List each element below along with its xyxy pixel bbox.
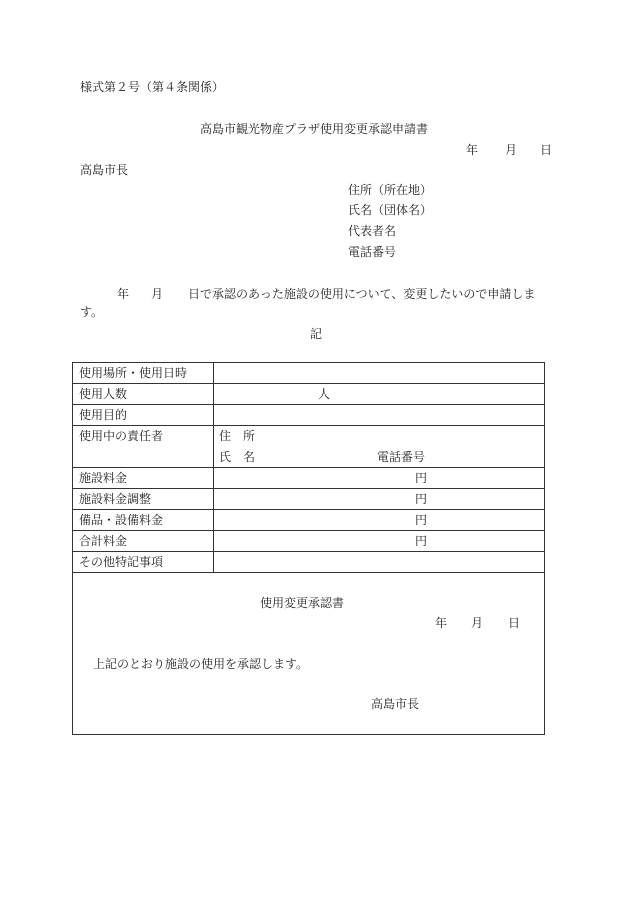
responsible-phone-label: 電話番号: [377, 450, 426, 464]
attendees-unit: 人: [318, 387, 331, 401]
form-number: 様式第２号（第４条関係）: [80, 80, 225, 94]
row-label-attendees: 使用人数: [79, 387, 128, 401]
row-label-responsible: 使用中の責任者: [79, 429, 164, 443]
row-label-facility-fee: 施設料金: [79, 471, 128, 485]
row-label-total-fee: 合計料金: [79, 534, 128, 548]
row-divider: [73, 572, 544, 573]
body-text-line2: す。: [80, 305, 104, 319]
row-label-usage-place: 使用場所・使用日時: [79, 366, 188, 380]
total-fee-unit: 円: [415, 534, 428, 548]
row-label-equipment-fee: 備品・設備料金: [79, 513, 164, 527]
column-divider: [213, 363, 214, 573]
body-month: 月: [151, 287, 164, 301]
responsible-name-label: 氏 名: [219, 450, 256, 464]
approval-signer: 高島市長: [371, 697, 420, 711]
approval-year: 年: [435, 616, 448, 630]
approval-day: 日: [508, 616, 521, 630]
approval-title: 使用変更承認書: [260, 596, 345, 610]
facility-fee-unit: 円: [415, 471, 428, 485]
applicant-phone-label: 電話番号: [348, 245, 397, 259]
body-text-line1: 日で承認のあった施設の使用について、変更したいので申請しま: [188, 287, 536, 301]
row-divider: [73, 383, 544, 384]
row-label-purpose: 使用目的: [79, 408, 128, 422]
equipment-fee-unit: 円: [415, 513, 428, 527]
row-divider: [73, 488, 544, 489]
applicant-address-label: 住所（所在地）: [348, 183, 433, 197]
applicant-name-label: 氏名（団体名）: [348, 203, 433, 217]
body-year: 年: [117, 287, 130, 301]
date-day-label: 日: [540, 143, 553, 157]
form-title: 高島市観光物産プラザ使用変更承認申請書: [200, 122, 429, 136]
applicant-representative-label: 代表者名: [348, 224, 397, 238]
date-year-label: 年: [466, 143, 479, 157]
row-divider: [73, 509, 544, 510]
ki-mark: 記: [310, 327, 323, 341]
responsible-address-label: 住 所: [219, 429, 256, 443]
row-label-fee-adjustment: 施設料金調整: [79, 492, 152, 506]
application-table: [72, 362, 545, 735]
row-divider: [73, 425, 544, 426]
row-divider: [73, 530, 544, 531]
row-label-other-notes: その他特記事項: [79, 555, 164, 569]
row-divider: [73, 551, 544, 552]
addressee: 高島市長: [80, 163, 129, 177]
row-divider: [73, 404, 544, 405]
date-month-label: 月: [505, 143, 518, 157]
row-divider: [73, 467, 544, 468]
fee-adjustment-unit: 円: [415, 492, 428, 506]
approval-month: 月: [471, 616, 484, 630]
approval-text: 上記のとおり施設の使用を承認します。: [93, 657, 309, 671]
